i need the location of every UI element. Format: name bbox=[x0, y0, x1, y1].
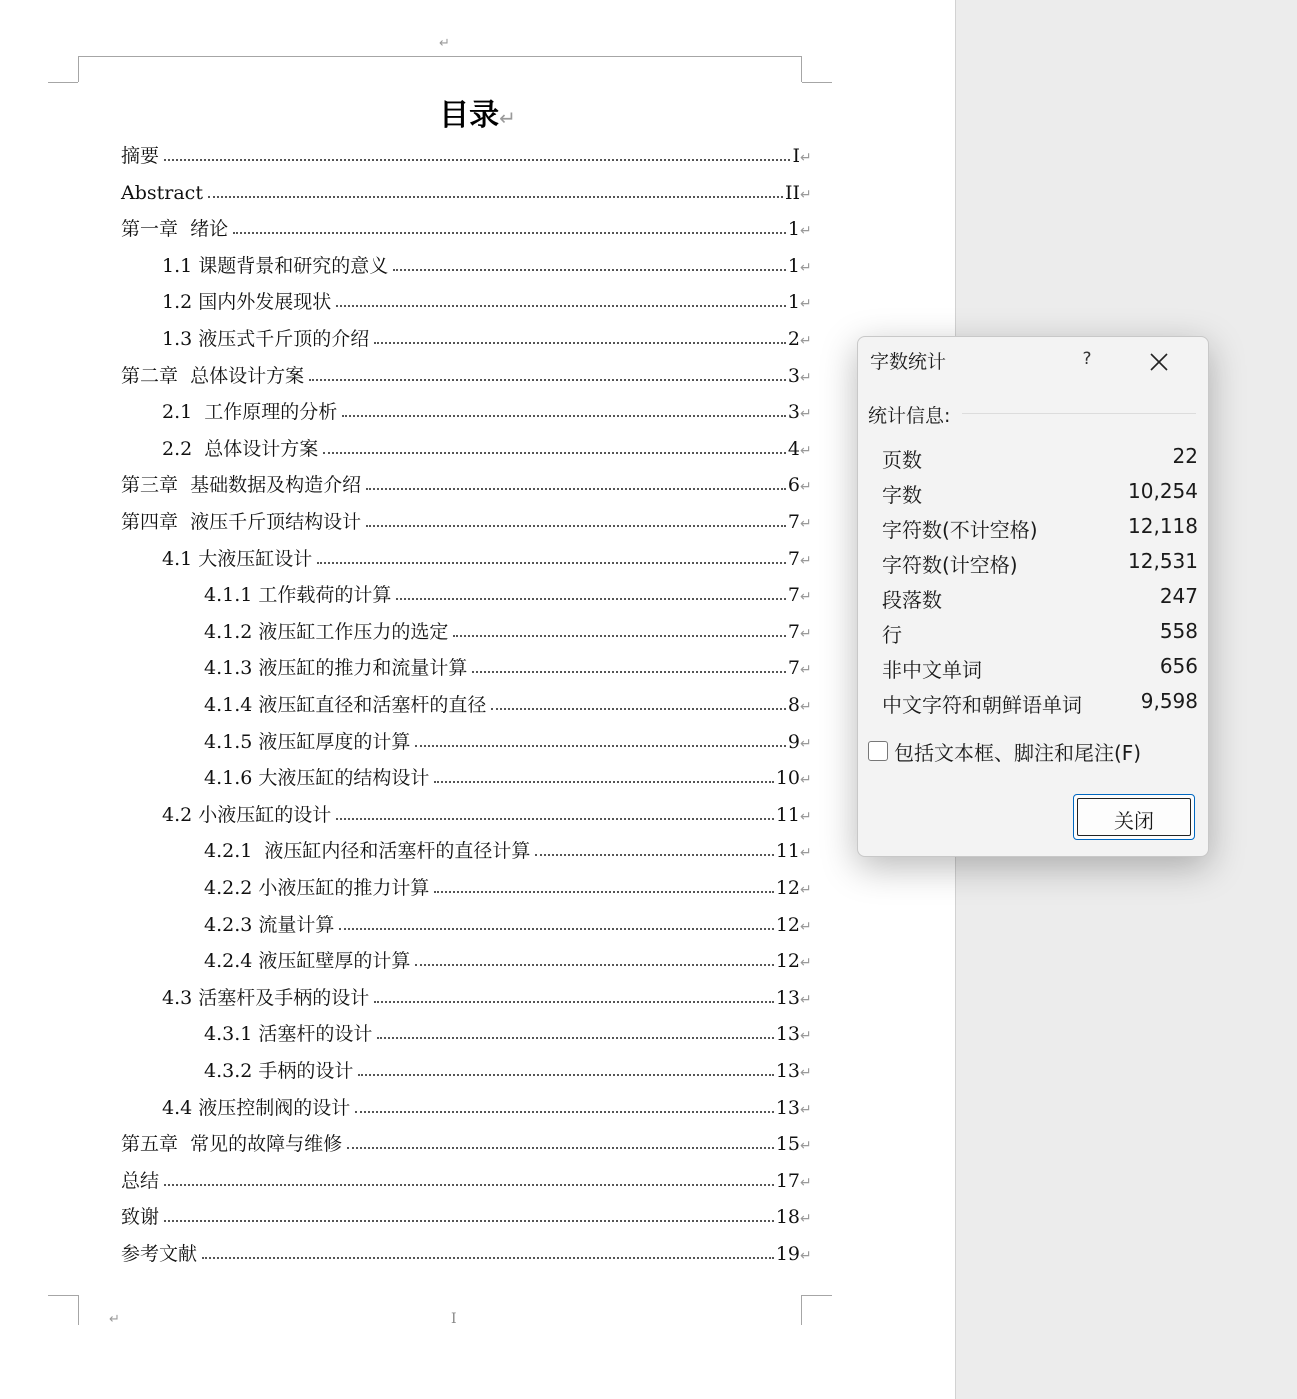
toc-entry-return-mark: ↵ bbox=[800, 296, 812, 312]
toc-entry-page: 13 bbox=[775, 1097, 800, 1119]
toc-entry[interactable] bbox=[0, 436, 955, 462]
crop-mark-bottom-left bbox=[48, 1295, 78, 1296]
toc-entry-leader bbox=[434, 781, 774, 783]
toc-entry[interactable] bbox=[0, 875, 955, 901]
toc-entry-page: 12 bbox=[775, 877, 800, 899]
toc-entry-page: 4 bbox=[787, 438, 800, 460]
toc-entry-label: 4.2.3 流量计算 bbox=[204, 914, 335, 936]
toc-entry-return-mark: ↵ bbox=[800, 406, 812, 422]
toc-entry-label: 4.2.4 液压缸壁厚的计算 bbox=[204, 950, 411, 972]
toc-entry-leader bbox=[453, 635, 786, 637]
stat-row bbox=[882, 654, 1198, 684]
toc-entry[interactable] bbox=[0, 655, 955, 681]
toc-entry-return-mark: ↵ bbox=[800, 1248, 812, 1264]
toc-entry-leader bbox=[377, 1037, 774, 1039]
toc-entry-label: 4.1.3 液压缸的推力和流量计算 bbox=[204, 657, 468, 679]
toc-entry-page: 12 bbox=[775, 914, 800, 936]
statistics-section-label: 统计信息: bbox=[868, 405, 951, 427]
toc-entry-leader bbox=[491, 708, 786, 710]
toc-entry-leader bbox=[336, 305, 786, 307]
toc-entry-label: 参考文献 bbox=[121, 1243, 198, 1265]
stat-label: 行 bbox=[882, 623, 902, 647]
toc-entry-page: 7 bbox=[787, 657, 800, 679]
toc-entry-leader bbox=[339, 928, 774, 930]
toc-entry-return-mark: ↵ bbox=[800, 589, 812, 605]
toc-entry-page: 1 bbox=[787, 218, 800, 240]
toc-entry-label: 4.3.2 手柄的设计 bbox=[204, 1060, 354, 1082]
toc-entry[interactable] bbox=[0, 216, 955, 242]
toc-entry[interactable] bbox=[0, 1131, 955, 1157]
toc-entry-return-mark: ↵ bbox=[800, 809, 812, 825]
toc-entry-return-mark: ↵ bbox=[800, 223, 812, 239]
toc-entry-leader bbox=[355, 1111, 774, 1113]
toc-entry-return-mark: ↵ bbox=[800, 370, 812, 386]
toc-entry-page: 13 bbox=[775, 987, 800, 1009]
toc-entry-leader bbox=[415, 745, 786, 747]
toc-entry-leader bbox=[309, 379, 786, 381]
toc-entry-return-mark: ↵ bbox=[800, 845, 812, 861]
toc-entry-label: 第三章 基础数据及构造介绍 bbox=[121, 474, 362, 496]
toc-entry-return-mark: ↵ bbox=[800, 772, 812, 788]
toc-entry[interactable] bbox=[0, 1021, 955, 1047]
toc-entry-leader bbox=[164, 159, 790, 161]
toc-entry-leader bbox=[358, 1074, 774, 1076]
stat-value: 22 bbox=[1172, 444, 1198, 468]
toc-entry-label: 4.1.5 液压缸厚度的计算 bbox=[204, 731, 411, 753]
toc-entry-return-mark: ↵ bbox=[800, 516, 812, 532]
stat-value: 9,598 bbox=[1140, 689, 1198, 713]
toc-entry[interactable] bbox=[0, 326, 955, 352]
toc-entry[interactable] bbox=[0, 1168, 955, 1194]
close-icon bbox=[1148, 351, 1170, 373]
toc-entry[interactable] bbox=[0, 363, 955, 389]
toc-entry-page: 13 bbox=[775, 1023, 800, 1045]
toc-entry-leader bbox=[366, 525, 786, 527]
toc-entry-leader bbox=[317, 562, 786, 564]
toc-entry-page: 10 bbox=[775, 767, 800, 789]
toc-entry-page: 8 bbox=[787, 694, 800, 716]
stat-label: 字符数(计空格) bbox=[882, 553, 1018, 577]
toc-entry-label: 2.1 工作原理的分析 bbox=[162, 401, 338, 423]
toc-entry-page: 11 bbox=[775, 804, 800, 826]
toc-entry-leader bbox=[366, 488, 786, 490]
toc-entry[interactable] bbox=[0, 838, 955, 864]
toc-entry-page: 17 bbox=[775, 1170, 800, 1192]
toc-entry-return-mark: ↵ bbox=[800, 736, 812, 752]
toc-entry[interactable] bbox=[0, 729, 955, 755]
toc-entry-page: 7 bbox=[787, 511, 800, 533]
toc-entry[interactable] bbox=[0, 546, 955, 572]
toc-entry-return-mark: ↵ bbox=[800, 919, 812, 935]
stat-label: 段落数 bbox=[882, 588, 942, 612]
stat-row bbox=[882, 689, 1198, 719]
toc-entry-page: 12 bbox=[775, 950, 800, 972]
toc-entry-label: 第五章 常见的故障与维修 bbox=[121, 1133, 343, 1155]
toc-entry-label: 第一章 绪论 bbox=[121, 218, 229, 240]
toc-entry-return-mark: ↵ bbox=[800, 662, 812, 678]
toc-entry-page: 19 bbox=[775, 1243, 800, 1265]
toc-entry-return-mark: ↵ bbox=[800, 1138, 812, 1154]
toc-entry-page: I bbox=[792, 145, 800, 167]
stat-value: 12,118 bbox=[1128, 514, 1198, 538]
toc-entry[interactable] bbox=[0, 985, 955, 1011]
include-textboxes-label[interactable]: 包括文本框、脚注和尾注(F) bbox=[894, 741, 1142, 765]
stat-value: 656 bbox=[1159, 654, 1198, 678]
toc-entry-leader bbox=[342, 415, 786, 417]
toc-entry[interactable] bbox=[0, 399, 955, 425]
crop-mark-bottom-right-v bbox=[801, 1295, 802, 1325]
toc-entry-return-mark: ↵ bbox=[800, 955, 812, 971]
dialog-close-button[interactable] bbox=[1148, 351, 1170, 373]
toc-entry-page: 9 bbox=[787, 731, 800, 753]
toc-entry-page: II bbox=[784, 182, 800, 204]
toc-entry-leader bbox=[535, 854, 774, 856]
crop-mark-bottom-right bbox=[802, 1295, 832, 1296]
toc-entry-label: 1.3 液压式千斤顶的介绍 bbox=[162, 328, 370, 350]
toc-entry-label: 4.3.1 活塞杆的设计 bbox=[204, 1023, 373, 1045]
toc-entry-return-mark: ↵ bbox=[800, 187, 812, 203]
toc-entry-return-mark: ↵ bbox=[800, 1175, 812, 1191]
crop-mark-top-left-v bbox=[78, 56, 79, 82]
toc-entry-page: 1 bbox=[787, 255, 800, 277]
toc-entry[interactable] bbox=[0, 912, 955, 938]
toc-entry-return-mark: ↵ bbox=[800, 553, 812, 569]
toc-entry-return-mark: ↵ bbox=[800, 443, 812, 459]
toc-entry-return-mark: ↵ bbox=[800, 1102, 812, 1118]
toc-entry-leader bbox=[415, 964, 774, 966]
toc-entry-label: 4.1 大液压缸设计 bbox=[162, 548, 313, 570]
toc-entry[interactable] bbox=[0, 619, 955, 645]
toc-entry[interactable] bbox=[0, 765, 955, 791]
toc-title-return-mark: ↵ bbox=[499, 106, 516, 130]
toc-entry-label: 第四章 液压千斤顶结构设计 bbox=[121, 511, 362, 533]
toc-entry-leader bbox=[323, 452, 786, 454]
toc-title bbox=[0, 90, 955, 134]
toc-entry[interactable] bbox=[0, 1204, 955, 1230]
stat-row bbox=[882, 549, 1198, 579]
stat-label: 字符数(不计空格) bbox=[882, 518, 1038, 542]
dialog-title: 字数统计 bbox=[870, 351, 947, 373]
toc-entry-return-mark: ↵ bbox=[800, 260, 812, 276]
toc-entry-page: 6 bbox=[787, 474, 800, 496]
toc-entry-leader bbox=[164, 1220, 774, 1222]
toc-entry-label: 总结 bbox=[121, 1170, 160, 1192]
toc-entry-page: 7 bbox=[787, 548, 800, 570]
toc-entry-label: 4.3 活塞杆及手柄的设计 bbox=[162, 987, 370, 1009]
include-textboxes-checkbox[interactable] bbox=[868, 741, 888, 761]
toc-entry-return-mark: ↵ bbox=[800, 626, 812, 642]
toc-entry-label: 致谢 bbox=[121, 1206, 160, 1228]
toc-entry-return-mark: ↵ bbox=[800, 992, 812, 1008]
toc-entry-label: 摘要 bbox=[121, 145, 160, 167]
toc-entry[interactable] bbox=[0, 1095, 955, 1121]
header-return-mark: ↵ bbox=[439, 36, 450, 51]
toc-entry-leader bbox=[396, 598, 786, 600]
toc-entry-leader bbox=[434, 891, 774, 893]
toc-entry-return-mark: ↵ bbox=[800, 699, 812, 715]
stat-label: 页数 bbox=[882, 448, 922, 472]
crop-mark-top-left bbox=[48, 82, 78, 83]
toc-entry-label: 4.2.2 小液压缸的推力计算 bbox=[204, 877, 430, 899]
toc-entry-page: 2 bbox=[787, 328, 800, 350]
stat-value: 247 bbox=[1159, 584, 1198, 608]
toc-entry-page: 13 bbox=[775, 1060, 800, 1082]
help-button[interactable]: ? bbox=[1082, 349, 1092, 369]
toc-entry-leader bbox=[233, 232, 786, 234]
stat-row bbox=[882, 479, 1198, 509]
toc-entry-page: 11 bbox=[775, 840, 800, 862]
toc-entry-page: 3 bbox=[787, 365, 800, 387]
toc-entry-page: 7 bbox=[787, 621, 800, 643]
toc-entry[interactable] bbox=[0, 582, 955, 608]
toc-entry-return-mark: ↵ bbox=[800, 150, 812, 166]
toc-entry-leader bbox=[472, 671, 786, 673]
toc-entry-label: 4.2 小液压缸的设计 bbox=[162, 804, 332, 826]
footer-page-number: I bbox=[451, 1311, 457, 1327]
stat-value: 12,531 bbox=[1128, 549, 1198, 573]
toc-entry[interactable] bbox=[0, 948, 955, 974]
stat-row bbox=[882, 619, 1198, 649]
word-count-dialog bbox=[857, 336, 1209, 857]
toc-entry-label: 4.2.1 液压缸内径和活塞杆的直径计算 bbox=[204, 840, 531, 862]
toc-entry-leader bbox=[336, 818, 774, 820]
toc-entry-label: 1.2 国内外发展现状 bbox=[162, 291, 332, 313]
toc-entry-label: 1.1 课题背景和研究的意义 bbox=[162, 255, 389, 277]
toc-entry-leader bbox=[347, 1147, 774, 1149]
toc-entry-label: 4.1.1 工作载荷的计算 bbox=[204, 584, 392, 606]
stat-value: 558 bbox=[1159, 619, 1198, 643]
stat-row bbox=[882, 514, 1198, 544]
toc-entry-page: 1 bbox=[787, 291, 800, 313]
toc-entry-page: 7 bbox=[787, 584, 800, 606]
toc-entry-label: 第二章 总体设计方案 bbox=[121, 365, 305, 387]
toc-entry[interactable] bbox=[0, 253, 955, 279]
toc-title-text: 目录 bbox=[439, 98, 500, 133]
toc-entry-leader bbox=[164, 1184, 774, 1186]
toc-entry-leader bbox=[393, 269, 786, 271]
toc-entry-leader bbox=[208, 196, 783, 198]
stat-row bbox=[882, 444, 1198, 474]
section-divider bbox=[962, 413, 1196, 414]
crop-mark-top-right-v bbox=[801, 56, 802, 82]
toc-entry-return-mark: ↵ bbox=[800, 333, 812, 349]
toc-entry-label: Abstract bbox=[121, 182, 203, 204]
crop-mark-bottom-left-v bbox=[78, 1295, 79, 1325]
toc-entry-label: 2.2 总体设计方案 bbox=[162, 438, 319, 460]
toc-entry-leader bbox=[374, 342, 786, 344]
toc-entry[interactable] bbox=[0, 509, 955, 535]
toc-entry-return-mark: ↵ bbox=[800, 882, 812, 898]
stat-label: 中文字符和朝鲜语单词 bbox=[882, 693, 1082, 717]
toc-entry-return-mark: ↵ bbox=[800, 1211, 812, 1227]
stat-row bbox=[882, 584, 1198, 614]
toc-entry[interactable] bbox=[0, 289, 955, 315]
toc-entry-leader bbox=[202, 1257, 774, 1259]
toc-entry-return-mark: ↵ bbox=[800, 479, 812, 495]
toc-entry-label: 4.4 液压控制阀的设计 bbox=[162, 1097, 351, 1119]
toc-entry[interactable] bbox=[0, 692, 955, 718]
toc-entry-leader bbox=[374, 1001, 774, 1003]
toc-entry-return-mark: ↵ bbox=[800, 1065, 812, 1081]
stat-label: 非中文单词 bbox=[882, 658, 982, 682]
footer-return-mark: ↵ bbox=[109, 1312, 120, 1327]
close-button[interactable] bbox=[1073, 794, 1195, 840]
toc-entry-page: 18 bbox=[775, 1206, 800, 1228]
toc-entry-label: 4.1.2 液压缸工作压力的选定 bbox=[204, 621, 449, 643]
toc-entry[interactable] bbox=[0, 143, 955, 169]
toc-entry[interactable] bbox=[0, 802, 955, 828]
toc-entry-return-mark: ↵ bbox=[800, 1028, 812, 1044]
toc-entry[interactable] bbox=[0, 180, 955, 206]
crop-mark-top-right bbox=[802, 82, 832, 83]
toc-entry[interactable] bbox=[0, 472, 955, 498]
toc-entry[interactable] bbox=[0, 1241, 955, 1267]
close-button-label: 关闭 bbox=[1114, 809, 1154, 833]
toc-entry-label: 4.1.4 液压缸直径和活塞杆的直径 bbox=[204, 694, 487, 716]
toc-entry-page: 15 bbox=[775, 1133, 800, 1155]
stat-label: 字数 bbox=[882, 483, 922, 507]
toc-entry[interactable] bbox=[0, 1058, 955, 1084]
stat-value: 10,254 bbox=[1128, 479, 1198, 503]
toc-entry-page: 3 bbox=[787, 401, 800, 423]
header-rule bbox=[78, 56, 802, 57]
toc-entry-label: 4.1.6 大液压缸的结构设计 bbox=[204, 767, 430, 789]
